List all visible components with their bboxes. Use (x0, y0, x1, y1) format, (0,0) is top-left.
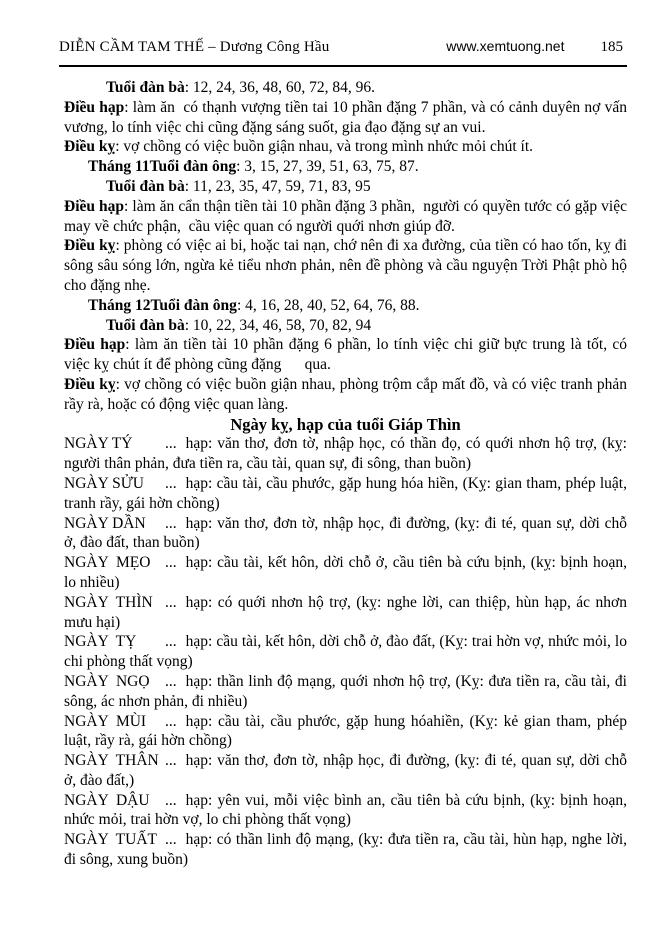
women-ages-values: : 12, 24, 36, 48, 60, 72, 84, 96. (184, 79, 376, 96)
day-row-thin (64, 593, 631, 633)
page-number: 185 (600, 39, 623, 55)
month11-women-ages-line (64, 177, 627, 197)
women-ages-label: Tuổi đàn bà (106, 316, 185, 334)
day-text: hạp: văn thơ, đơn tờ, nhập học, đi đường, (kỵ: đi té, quan sự, dời chỗ ở, đào đất, than buồn) (64, 514, 631, 552)
hap-text: : làm ăn tiền tài 10 phần đặng 6 phần, lo tính việc chi giữ bực trung là tốt, có việc kỵ chút ít để phòng cũng đặng qua. (64, 336, 631, 374)
day-name: NGÀY MÙI (64, 712, 147, 730)
ellipsis-separator: ... (165, 633, 177, 651)
day-text: hạp: văn thơ, đơn tờ, nhập học, đi đường, (kỵ: đi té, quan sự, dời chỗ ở, đào đất,) (64, 752, 631, 789)
day-name: NGÀY DẦN (64, 514, 146, 532)
ky-label: Điều kỵ (64, 237, 116, 255)
day-row-ty (64, 434, 631, 474)
day-row-dan (64, 514, 631, 554)
hap-label: Điều hạp (64, 336, 126, 354)
hap-label: Điều hạp (64, 98, 125, 116)
month11-ky-paragraph (64, 236, 631, 295)
ellipsis-separator: ... (165, 672, 177, 690)
day-text: hạp: thần linh độ mạng, quới nhơn hộ trợ, (Kỵ: đưa tiền ra, cầu tài, đi sông, ác nhơn phản, đi nhiều) (64, 672, 631, 710)
day-name: NGÀY SỬU (64, 474, 144, 492)
women-ages-label: Tuổi đàn bà (106, 177, 185, 195)
day-name: NGÀY TUẤT (64, 831, 157, 849)
ky-label: Điều kỵ (64, 375, 116, 393)
prev-month-hap-paragraph (64, 98, 631, 138)
day-name: NGÀY THÂN (64, 752, 159, 770)
prev-month-ky-paragraph (64, 137, 627, 157)
ellipsis-separator: ... (165, 554, 177, 572)
day-row-tuat (64, 830, 631, 870)
ellipsis-separator: ... (165, 831, 177, 849)
prev-month-women-ages-line (64, 78, 627, 98)
month11-title: Tháng 11 (88, 158, 150, 176)
month12-hap-paragraph (64, 335, 631, 375)
day-name: NGÀY TỴ (64, 633, 137, 651)
day-text: hạp: có thần linh độ mạng, (kỵ: đưa tiền ra, cầu tài, hùn hạp, nghe lời, đi sông, xung buồn) (64, 831, 631, 869)
men-ages-label: Tuổi đàn ông (150, 296, 237, 314)
days-section-title: Ngày kỵ, hạp của tuổi Giáp Thìn (230, 414, 461, 434)
ky-label: Điều kỵ (64, 138, 116, 156)
day-row-mui (64, 712, 631, 752)
ellipsis-separator: ... (165, 474, 177, 492)
day-text: hạp: cầu tài, cầu phước, gặp hung hóa hiền, (Kỵ: gian tham, phép luật, tranh rầy, gái hờn chồng) (64, 474, 635, 512)
day-row-dau (64, 791, 631, 831)
ky-text: : vợ chồng có việc buồn giận nhau, và trong mình nhức mỏi chút ít. (115, 138, 534, 156)
ellipsis-separator: ... (165, 435, 177, 453)
ellipsis-separator: ... (165, 514, 177, 532)
day-text: hạp: cầu tài, cầu phước, gặp hung hóahiền, (Kỵ: kẻ gian tham, phép luật, rầy rà, gái hờn chồng) (64, 712, 631, 750)
day-row-suu (64, 474, 635, 514)
page-body (64, 78, 635, 870)
hap-text: : làm ăn cẩn thận tiền tài 10 phần đặng 3 phần, người có quyền tước có gặp việc may về chức phận, cầu việc quan có người quới nhơn giúp đỡ. (64, 197, 631, 235)
day-row-ngo (64, 672, 631, 712)
month12-women-ages-line (64, 316, 627, 336)
ky-text: : vợ chồng có việc buồn giận nhau, phòng trộm cắp mất đồ, và có việc tranh phản rầy rà, hoặc có động việc quan làng. (64, 375, 631, 413)
men-ages-values: : 4, 16, 28, 40, 52, 64, 76, 88. (236, 296, 420, 314)
day-text: hạp: cầu tài, kết hôn, dời chỗ ở, đào đất, (Kỵ: trai hờn vợ, nhức mỏi, lo chi phòng thất vọng) (64, 633, 631, 671)
day-text: hạp: yên vui, mỗi việc bình an, cầu tiên bà cứu bịnh, (kỵ: bịnh hoạn, nhức mỏi, trai hờn vợ, lo chi phòng thất vọng) (64, 791, 631, 829)
ellipsis-separator: ... (165, 791, 177, 809)
day-text: hạp: có quới nhơn hộ trợ, (kỵ: nghe lời, can thiệp, hùn hạp, ác nhơn mưu hại) (64, 593, 631, 631)
women-ages-values: : 10, 22, 34, 46, 58, 70, 82, 94 (184, 316, 372, 334)
day-name: NGÀY TÝ (64, 435, 133, 453)
book-title: DIỄN CẦM TAM THẾ – Dương Công Hầu (59, 39, 330, 55)
day-name: NGÀY THÌN (64, 593, 153, 611)
women-ages-label: Tuổi đàn bà (106, 79, 185, 96)
day-text: hạp: cầu tài, kết hôn, dời chỗ ở, cầu tiên bà cứu bịnh, (kỵ: bịnh hoạn, lo nhiều) (64, 554, 631, 591)
hap-label: Điều hạp (64, 197, 125, 215)
men-ages-label: Tuổi đàn ông (149, 158, 237, 176)
day-text: hạp: văn thơ, đơn tờ, nhập học, có thần đọ, có quới nhơn hộ trợ, (kỵ: người thân phản, đưa tiền ra, cầu tài, quan sự, đi sông, than buồn) (64, 435, 631, 473)
month12-ky-paragraph (64, 375, 631, 415)
ellipsis-separator: ... (165, 712, 177, 730)
month12-title: Tháng 12 (88, 296, 151, 314)
website-url: www.xemtuong.net (446, 38, 565, 54)
day-row-than (64, 751, 631, 791)
ellipsis-separator: ... (165, 752, 177, 770)
day-row-meo (64, 553, 631, 593)
men-ages-values: : 3, 15, 27, 39, 51, 63, 75, 87. (236, 158, 419, 176)
hap-text: : làm ăn có thạnh vượng tiền tai 10 phần đặng 7 phần, và có cảnh duyên nợ vấn vương, lo tính việc chi cũng đặng sáng suốt, gia đạo đặng sự an vui. (64, 98, 631, 136)
month11-hap-paragraph (64, 197, 631, 237)
women-ages-values: : 11, 23, 35, 47, 59, 71, 83, 95 (184, 177, 371, 195)
month12-men-ages-line (64, 296, 627, 316)
day-name: NGÀY DẬU (64, 791, 150, 809)
ky-text: : phòng có việc ai bi, hoặc tai nạn, chớ nên đi xa đường, của tiền có hao tốn, kỵ đi sông sâu sóng lớn, ngừa kẻ tiểu nhơn phản, nên đề phòng và cầu nguyện Trời Phật phò hộ cho đặng nhẹ. (64, 237, 631, 294)
ellipsis-separator: ... (165, 593, 177, 611)
page-header (59, 38, 627, 67)
day-name: NGÀY NGỌ (64, 672, 150, 690)
day-name: NGÀY MẸO (64, 554, 151, 572)
header-right (446, 38, 627, 56)
month11-men-ages-line (64, 157, 627, 177)
day-row-ti (64, 632, 631, 672)
